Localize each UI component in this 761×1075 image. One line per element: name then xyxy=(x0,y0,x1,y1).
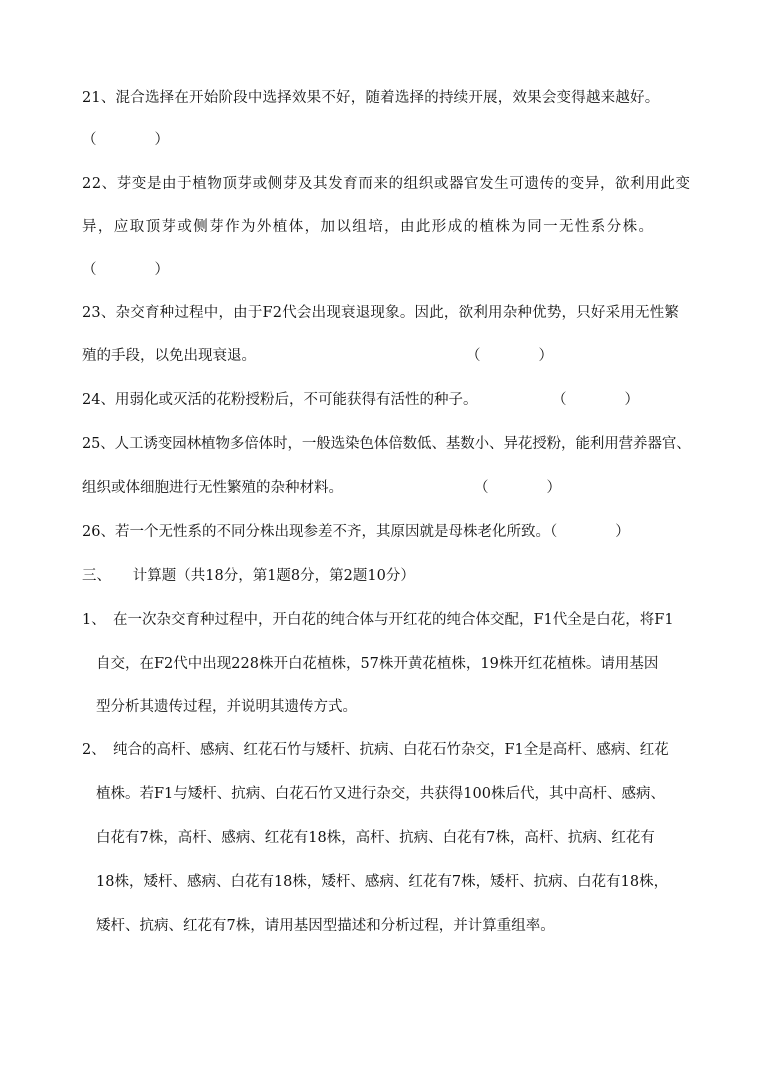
q25-text-line1: 25、人工诱变园林植物多倍体时，一般选染色体倍数低、基数小、异花授粉，能利用营养器官、 xyxy=(82,436,691,452)
calc-q2-line5: 矮杆、抗病、红花有7株，请用基因型描述和分析过程，并计算重组率。 xyxy=(96,918,555,934)
q25-text-line2: 组织或体细胞进行无性繁殖的杂种材料。 xyxy=(82,480,343,496)
q22-text-line2: 异，应取顶芽或侧芽作为外植体，加以组培，由此形成的植株为同一无性系分株。 xyxy=(82,219,655,235)
calc-q2-line4: 18株，矮杆、感病、白花有18株，矮杆、感病、红花有7株，矮杆、抗病、白花有18株， xyxy=(96,874,669,890)
calc-q1-line1: 1、 在一次杂交育种过程中，开白花的纯合体与开红花的纯合体交配，F1代全是白花，将F1 xyxy=(82,612,674,628)
q25-answer-blank: （ ） xyxy=(474,480,561,496)
q22-answer-blank: （ ） xyxy=(82,262,169,278)
q22-text-line1: 22、芽变是由于植物顶芽或侧芽及其发育而来的组织或器官发生可遗传的变异，欲利用此变 xyxy=(82,176,691,192)
q23-text-line1: 23、杂交育种过程中，由于F2代会出现衰退现象。因此，欲利用杂种优势，只好采用无性繁 xyxy=(82,305,680,321)
calc-q1-line3: 型分析其遗传过程，并说明其遗传方式。 xyxy=(96,699,357,715)
q21-answer-blank: （ ） xyxy=(82,132,169,148)
q24-text: 24、用弱化或灭活的花粉授粉后，不可能获得有活性的种子。 xyxy=(82,392,478,408)
calc-q2-line2: 植株。若F1与矮杆、抗病、白花石竹又进行杂交，共获得100株后代，其中高杆、感病、 xyxy=(96,786,665,802)
q23-text-line2: 殖的手段，以免出现衰退。 xyxy=(82,348,256,364)
section-3-heading: 三、 计算题（共18分，第1题8分，第2题10分） xyxy=(82,568,415,584)
q24-answer-blank: （ ） xyxy=(552,392,639,408)
calc-q2-line3: 白花有7株，高杆、感病、红花有18株，高杆、抗病、白花有7株，高杆、抗病、红花有 xyxy=(96,830,655,846)
q21-text: 21、混合选择在开始阶段中选择效果不好，随着选择的持续开展，效果会变得越来越好。 xyxy=(82,90,660,106)
q26-text: 26、若一个无性系的不同分株出现参差不齐，其原因就是母株老化所致。（ ） xyxy=(82,524,630,540)
calc-q2-line1: 2、 纯合的高杆、感病、红花石竹与矮杆、抗病、白花石竹杂交，F1全是高杆、感病、红花 xyxy=(82,742,669,758)
calc-q1-line2: 自交，在F2代中出现228株开白花植株，57株开黄花植株，19株开红花植株。请用基因 xyxy=(96,656,659,672)
q23-answer-blank: （ ） xyxy=(466,348,553,364)
